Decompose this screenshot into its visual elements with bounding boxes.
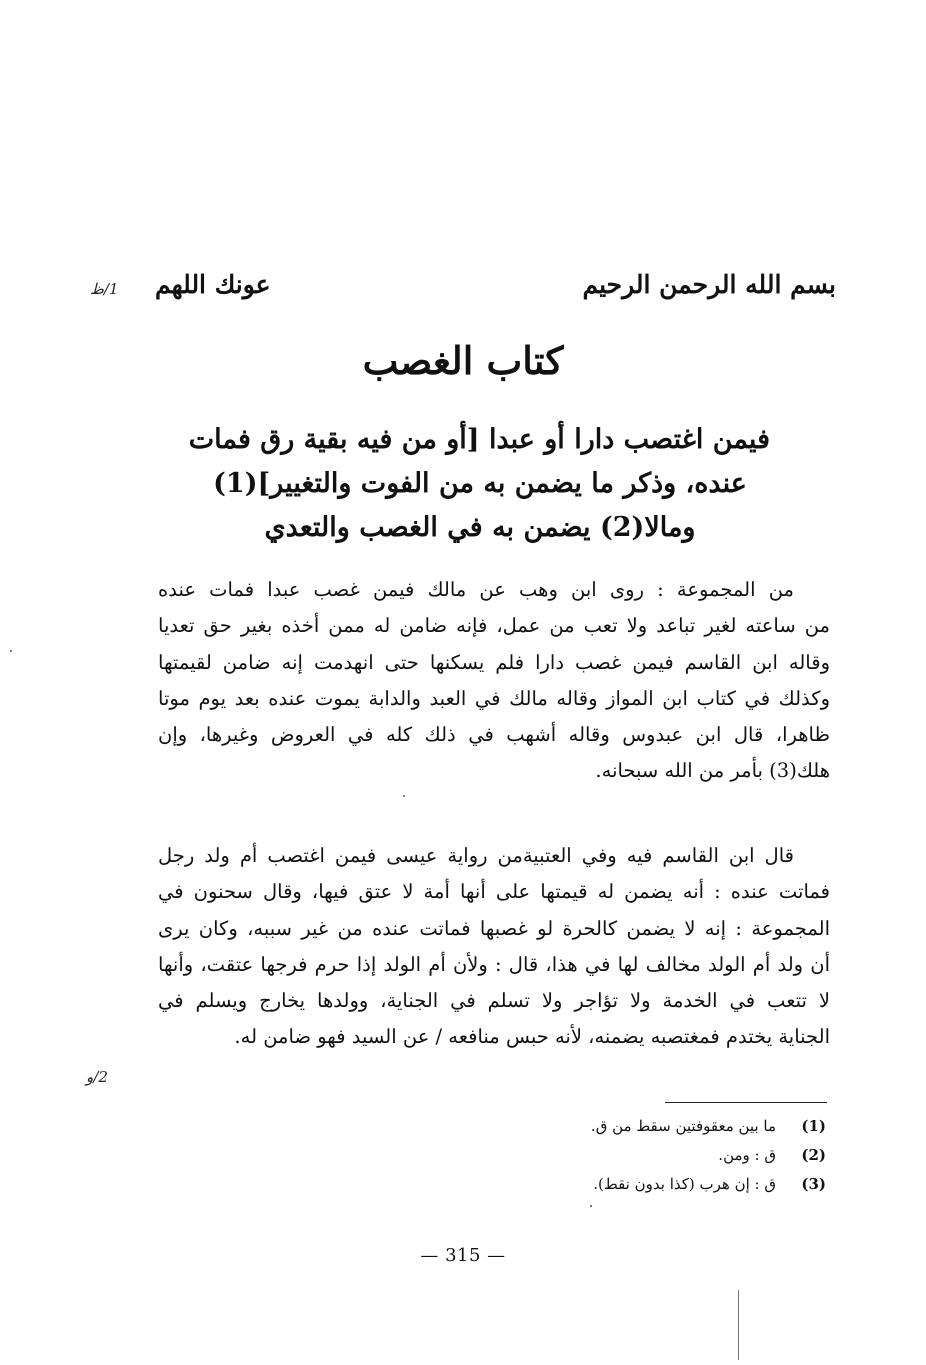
text-line: المجموعة : إنه لا يضمن كالحرة لو غصبها فماتت عنده من غير سببه، وكان يرى (158, 916, 830, 940)
footnote-number: (2) (801, 1146, 826, 1164)
text-line: ظاهرا، قال ابن عبدوس وقاله أشهب في ذلك كله في العروض وغيرها، وإن (158, 723, 830, 747)
footnote (426, 1112, 826, 1141)
paragraph-1 (158, 572, 830, 790)
invocation-header: عونك اللهم (155, 270, 271, 299)
page-number: — 315 — (420, 1245, 506, 1266)
footnote-text: ق : ومن. (718, 1146, 776, 1164)
text-line: وكذلك في كتاب ابن المواز وقاله مالك في العبد والدابة يموت عنده بعد يوم موتا (158, 686, 830, 710)
footnote (426, 1170, 826, 1199)
footnotes (426, 1112, 826, 1199)
footnote-number: (1) (801, 1117, 826, 1135)
text-line: لا تتعب في الخدمة ولا تؤاجر ولا تسلم في الجناية، وولدها يخارج ويسلم في (158, 989, 830, 1013)
paragraph-2 (158, 838, 830, 1056)
text-line: قال ابن القاسم فيه وفي العتبيةمن رواية عيسى فيمن اغتصب أم ولد رجل (158, 844, 794, 867)
text-line: من ساعته لغير تباعد ولا تعب من عمل، فإنه ضامن له ممن أخذه بغير حق تعديا (158, 614, 830, 638)
chapter-title (190, 418, 770, 550)
text-line: الجناية يختدم فمغتصبه يضمنه، لأنه حبس منافعه / عن السيد فهو ضامن له. (234, 1025, 830, 1049)
text-line: من المجموعة : روى ابن وهب عن مالك فيمن غصب عبدا فمات عنده (158, 578, 794, 601)
footnote-text: ق : إن هرب (كذا بدون نقط). (593, 1175, 776, 1193)
chapter-title-line: ومالا(2) يضمن به في الغصب والتعدي (264, 512, 696, 543)
scan-scratch (738, 1290, 739, 1360)
chapter-title-line: فيمن اغتصب دارا أو عبدا [أو من فيه بقية رق فمات (188, 424, 770, 455)
text-line: أن ولد أم الولد مخالف لها في هذا، قال : ولأن أم الولد إذا حرم فرجها عتقت، وأنها (158, 952, 830, 976)
text-line: فماتت عنده : أنه يضمن له قيمتها على أنها أمة لا عتق فيها، وقال سحنون في (158, 880, 830, 904)
chapter-title-line: عنده، وذكر ما يضمن به من الفوت والتغيير](1) (213, 468, 747, 499)
book-title: كتاب الغصب (362, 338, 564, 383)
footnote-text: ما بين معقوفتين سقط من ق. (590, 1117, 776, 1135)
text-line: هلك(3) بأمر من الله سبحانه. (595, 759, 830, 783)
basmala-header: بسم الله الرحمن الرحيم (582, 270, 836, 299)
folio-marker-top: 1/ظ (90, 280, 119, 298)
scan-speck (403, 795, 405, 797)
scan-speck (590, 1205, 592, 1207)
footnote (426, 1141, 826, 1170)
scan-speck (10, 650, 12, 652)
footnote-separator (665, 1102, 827, 1103)
folio-marker-margin: 2/و (86, 1068, 108, 1086)
footnote-number: (3) (801, 1175, 826, 1193)
text-line: وقاله ابن القاسم فيمن غصب دارا فلم يسكنها حتى انهدمت إنه ضامن لقيمتها (158, 650, 830, 674)
